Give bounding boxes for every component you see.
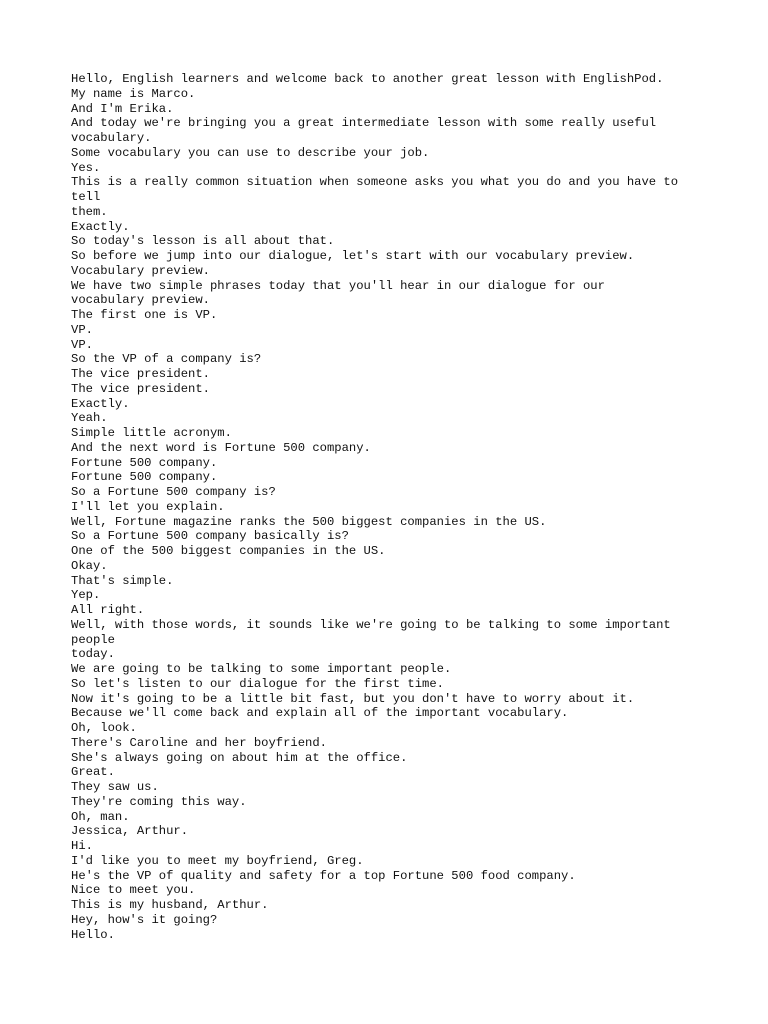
transcript-line: The vice president. <box>71 367 210 381</box>
transcript-line: So a Fortune 500 company basically is? <box>71 529 349 544</box>
transcript-line: This is a really common situation when someone asks you what you do and you have to <box>71 175 679 190</box>
transcript-line: Jessica, Arthur. <box>71 824 189 839</box>
transcript-line: VP. <box>71 322 93 337</box>
transcript-line: They saw us. <box>71 780 159 794</box>
transcript-line: So the VP of a company is? <box>71 352 262 367</box>
transcript-line: Yeah. <box>71 411 108 426</box>
transcript-line: Nice to meet you. <box>71 883 196 898</box>
transcript-page <box>71 72 711 942</box>
transcript-line: And I'm Erika. <box>71 101 174 116</box>
transcript-line: people <box>71 632 115 647</box>
transcript-line: Some vocabulary you can use to describe your job. <box>71 145 430 160</box>
transcript-line: Oh, look. <box>71 721 137 735</box>
transcript-line: Vocabulary preview. <box>71 263 210 278</box>
transcript-line: Fortune 500 company. <box>71 455 218 470</box>
transcript-line: And the next word is Fortune 500 company. <box>71 440 371 455</box>
transcript-line: today. <box>71 647 115 662</box>
transcript-line: The vice president. <box>71 381 210 396</box>
transcript-line: So today's lesson is all about that. <box>71 234 335 249</box>
transcript-line: I'd like you to meet my boyfriend, Greg. <box>71 853 364 868</box>
transcript-line: Yes. <box>71 160 101 175</box>
transcript-line: All right. <box>71 603 145 617</box>
transcript-line: Hey, how's it going? <box>71 912 218 927</box>
transcript-line: So let's listen to our dialogue for the first time. <box>71 676 444 691</box>
transcript-line: Hello. <box>71 927 115 942</box>
transcript-line: Because we'll come back and explain all of the important vocabulary. <box>71 706 569 721</box>
transcript-line: vocabulary preview. <box>71 293 210 308</box>
transcript-line: So a Fortune 500 company is? <box>71 485 276 499</box>
transcript-line: Okay. <box>71 558 108 573</box>
transcript-line: I'll let you explain. <box>71 499 225 514</box>
transcript-line: So before we jump into our dialogue, let's start with our vocabulary preview. <box>71 249 635 263</box>
transcript-line: One of the 500 biggest companies in the US. <box>71 544 386 558</box>
transcript-line: Hello, English learners and welcome back to another great lesson with EnglishPod. <box>71 72 664 86</box>
transcript-line: Well, with those words, it sounds like we're going to be talking to some important <box>71 617 671 632</box>
transcript-line: And today we're bringing you a great intermediate lesson with some really useful <box>71 116 657 131</box>
transcript-line: Fortune 500 company. <box>71 470 218 485</box>
transcript-line: This is my husband, Arthur. <box>71 898 269 912</box>
transcript-line: Great. <box>71 765 115 780</box>
transcript-line: That's simple. <box>71 573 174 588</box>
transcript-line: They're coming this way. <box>71 794 247 809</box>
transcript-line: There's Caroline and her boyfriend. <box>71 735 327 750</box>
transcript-line: Yep. <box>71 588 101 603</box>
transcript-line: Exactly. <box>71 396 130 411</box>
transcript-line: My name is Marco. <box>71 86 196 101</box>
transcript-line: Simple little acronym. <box>71 426 232 440</box>
transcript-line: The first one is VP. <box>71 308 218 322</box>
transcript-line: He's the VP of quality and safety for a top Fortune 500 food company. <box>71 868 576 883</box>
transcript-line: She's always going on about him at the office. <box>71 750 408 765</box>
transcript-line: Exactly. <box>71 219 130 234</box>
transcript-line: We have two simple phrases today that you'll hear in our dialogue for our <box>71 278 605 293</box>
transcript-line: Oh, man. <box>71 809 130 824</box>
transcript-line: Now it's going to be a little bit fast, but you don't have to worry about it. <box>71 691 635 706</box>
transcript-line: Well, Fortune magazine ranks the 500 biggest companies in the US. <box>71 514 547 529</box>
transcript-line: Hi. <box>71 839 93 853</box>
transcript-line: them. <box>71 204 108 219</box>
transcript-line: We are going to be talking to some important people. <box>71 662 452 676</box>
transcript-line: vocabulary. <box>71 131 152 145</box>
transcript-line: tell <box>71 190 101 204</box>
transcript-line: VP. <box>71 337 93 352</box>
